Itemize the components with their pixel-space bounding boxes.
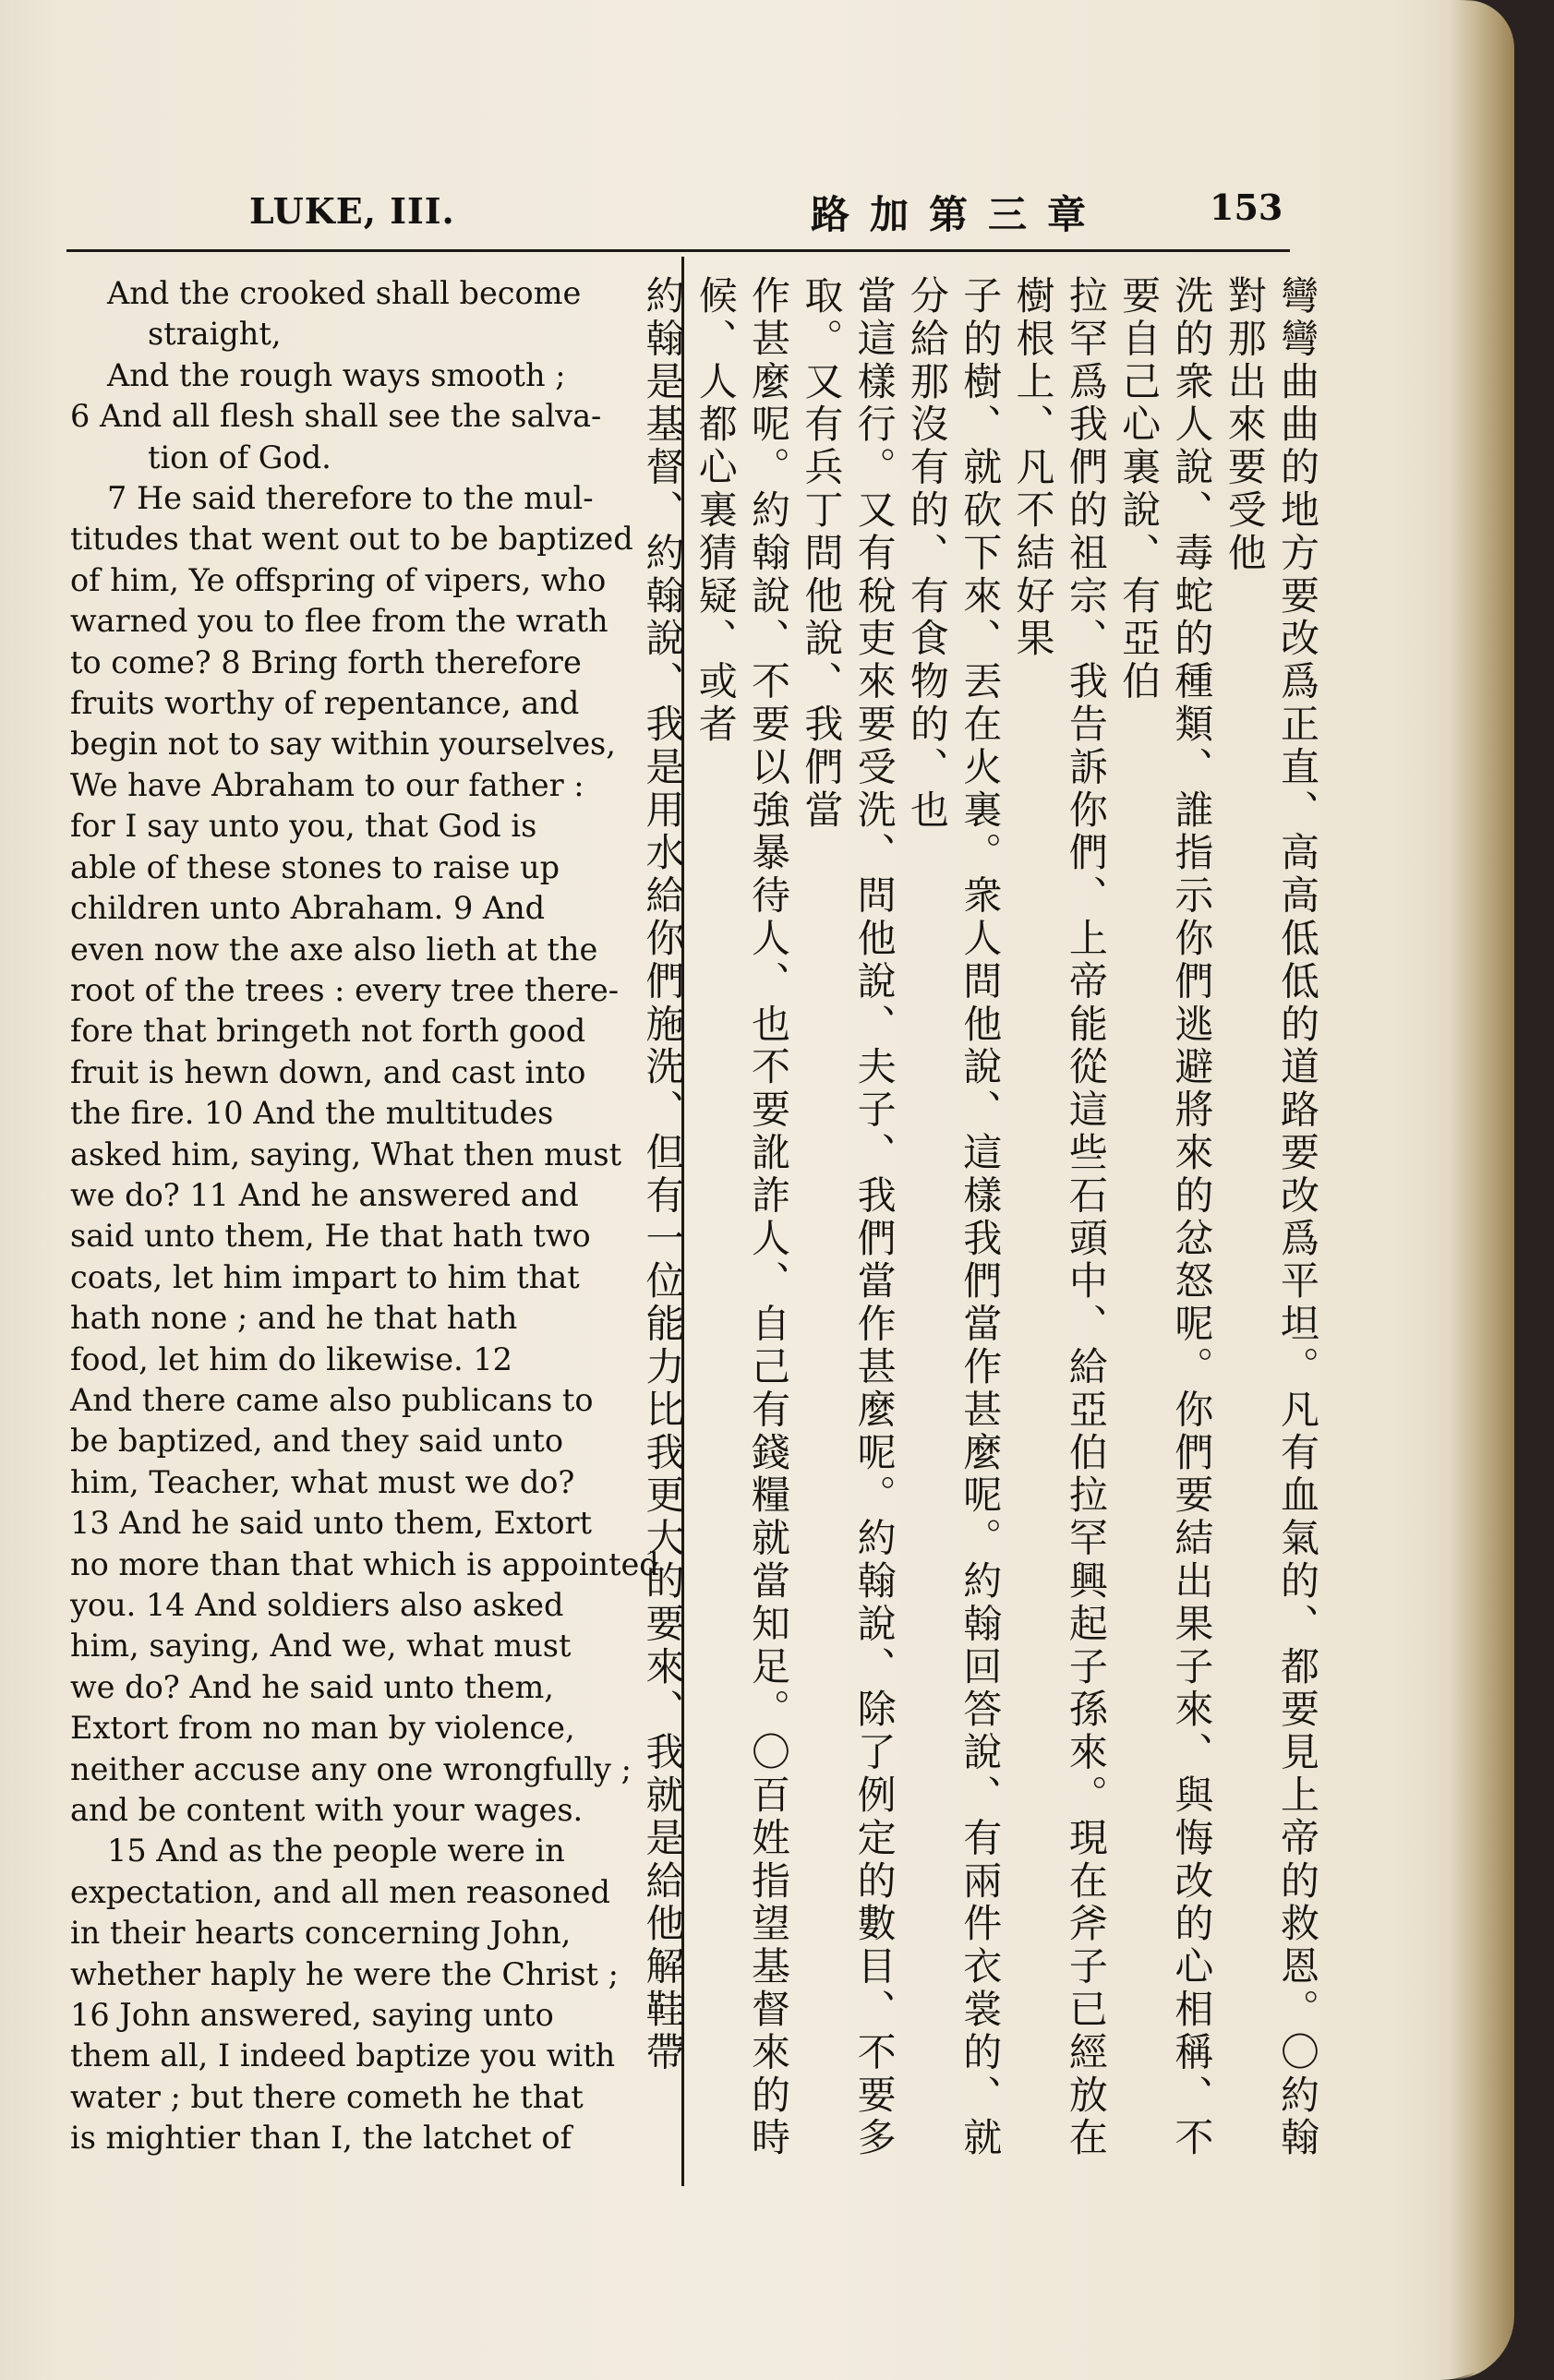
text-line: 13 And he said unto them, Extort [70, 1505, 592, 1542]
text-line: Extort from no man by violence, [70, 1710, 575, 1747]
text-line: we do? And he said unto them, [70, 1668, 554, 1705]
text-line: coats, let him impart to him that [70, 1258, 580, 1295]
page-number: 153 [1210, 186, 1283, 228]
text-line: straight, [148, 316, 282, 353]
chinese-text-line: 彎彎曲曲的地方要改爲正直、高高低低的道路要改爲平坦。凡有血氣的、都要見上帝的救恩。〇約翰對那出來要受他 [1222, 275, 1320, 2160]
text-line: And there came also publicans to [70, 1381, 594, 1418]
text-line: 6 And all flesh shall see the salva- [70, 398, 602, 435]
text-line: warned you to flee from the wrath [70, 603, 608, 640]
text-line: able of these stones to raise up [70, 848, 560, 885]
chinese-text-line: 作甚麼呢。約翰說、不要以強暴待人、也不要訛詐人、自己有錢糧就當知足。〇百姓指望基督來的時候、人都心裏猜疑、或者 [693, 275, 792, 2160]
chinese-text-line: 洗的衆人說、毒蛇的種類、誰指示你們逃避將來的忿怒呢。你們要結出果子來、與悔改的心相稱、不要自己心裏說、有亞伯 [1116, 275, 1215, 2160]
text-line: you. 14 And soldiers also asked [70, 1587, 564, 1623]
text-line: him, Teacher, what must we do? [70, 1463, 575, 1500]
text-line: to come? 8 Bring forth therefore [70, 643, 582, 680]
chinese-text-line: 子的樹、就砍下來、丟在火裏。衆人問他說、這樣我們當作甚麼呢。約翰回答說、有兩件衣裳的、就分給那沒有的、有食物的、也 [904, 275, 1004, 2160]
text-line: fore that bringeth not forth good [70, 1013, 586, 1050]
chinese-text-column [640, 275, 1324, 2195]
text-line: begin not to say within yourselves, [70, 726, 616, 763]
text-line: of him, Ye offspring of vipers, who [70, 561, 607, 598]
text-line: even now the axe also lieth at the [70, 931, 598, 968]
text-line: neither accuse any one wrongfully ; [70, 1750, 632, 1787]
text-line: water ; but there cometh he that [70, 2078, 584, 2115]
text-line: 16 John answered, saying unto [70, 1997, 554, 2034]
text-line: And the crooked shall become [107, 275, 582, 311]
chinese-text-line: 當這樣行。又有稅吏來要受洗、問他說、夫子、我們當作甚麼呢。約翰說、除了例定的數目、不要多取。又有兵丁問他說、我們當 [799, 275, 897, 2160]
text-line: whether haply he were the Christ ; [70, 1955, 619, 1992]
chinese-text-line: 拉罕爲我們的祖宗、我告訴你們、上帝能從這些石頭中、給亞伯拉罕興起子孫來。現在斧子已經放在樹根上、凡不結好果 [1010, 275, 1109, 2160]
text-line: and be content with your wages. [70, 1792, 584, 1829]
text-line: fruits worthy of repentance, and [70, 685, 580, 722]
header-rule [66, 249, 1290, 252]
text-line: said unto them, He that hath two [70, 1218, 591, 1255]
text-line: And the rough ways smooth ; [107, 356, 566, 393]
page-header [65, 177, 1293, 242]
text-line: hath none ; and he that hath [70, 1300, 518, 1337]
text-line: the fire. 10 And the multitudes [70, 1095, 554, 1132]
text-line: is mightier than I, the latchet of [70, 2120, 572, 2157]
text-line: them all, I indeed baptize you with [70, 2037, 616, 2074]
text-line: root of the trees : every tree there- [70, 971, 620, 1008]
text-line: children unto Abraham. 9 And [70, 890, 546, 927]
text-line: fruit is hewn down, and cast into [70, 1053, 586, 1090]
text-line: him, saying, And we, what must [70, 1628, 572, 1665]
text-line: asked him, saying, What then must [70, 1136, 622, 1172]
text-line: titudes that went out to be baptized [70, 521, 633, 558]
running-title: LUKE, III. [249, 190, 455, 232]
text-line: tion of God. [148, 439, 331, 475]
text-line: in their hearts concerning John, [70, 1915, 572, 1952]
text-line: for I say unto you, that God is [70, 808, 537, 845]
text-line: be baptized, and they said unto [70, 1423, 564, 1460]
english-text-column [70, 273, 670, 2159]
text-line: 15 And as the people were in [107, 1833, 565, 1869]
text-line: we do? 11 And he answered and [70, 1176, 579, 1213]
text-line: We have Abraham to our father : [70, 766, 584, 803]
text-line: expectation, and all men reasoned [70, 1873, 610, 1910]
chapter-title-chinese: 路加第三章 [811, 192, 1107, 237]
text-line: food, let him do likewise. 12 [70, 1340, 512, 1377]
text-line: no more than that which is appointed [70, 1545, 659, 1582]
text-line: 7 He said therefore to the mul- [107, 480, 594, 517]
chinese-text-line: 約翰是基督、約翰說、我是用水給你們施洗、但有一位能力比我更大的要來、我就是給他解鞋帶 [640, 275, 686, 2074]
page-edge [1450, 0, 1514, 2380]
